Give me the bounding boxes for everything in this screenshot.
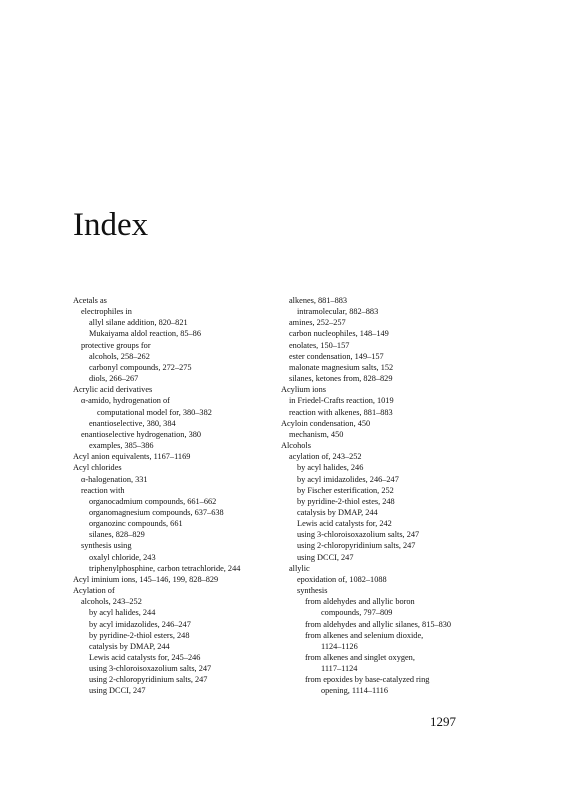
- index-entry: acylation of, 243–252: [289, 452, 362, 462]
- index-entry: silanes, 828–829: [89, 530, 145, 540]
- index-entry: Acrylic acid derivatives: [73, 385, 153, 395]
- index-entry: electrophiles in: [81, 307, 132, 317]
- index-entry: by Fischer esterification, 252: [297, 485, 394, 495]
- index-entry: using 2-chloropyridinium salts, 247: [89, 675, 208, 685]
- index-entry: protective groups for: [81, 340, 151, 350]
- index-entry: catalysis by DMAP, 244: [89, 641, 170, 651]
- index-entry: from alkenes and singlet oxygen,: [305, 653, 415, 662]
- index-entry: 1117–1124: [321, 664, 358, 674]
- index-entry: carbonyl compounds, 272–275: [89, 362, 192, 372]
- index-entry: using DCCI, 247: [297, 552, 354, 562]
- index-entry: enolates, 150–157: [289, 340, 350, 350]
- index-entry: using 2-chloropyridinium salts, 247: [297, 541, 416, 551]
- index-entry: organomagnesium compounds, 637–638: [89, 507, 224, 517]
- index-entry: Acyl chlorides: [73, 463, 122, 473]
- index-entry: Alcohols: [281, 441, 311, 451]
- index-entry: reaction with alkenes, 881–883: [289, 407, 393, 417]
- index-column-left: [73, 295, 288, 697]
- index-entry: synthesis: [297, 586, 328, 596]
- index-entry: computational model for, 380–382: [97, 407, 212, 417]
- index-entry: allyl silane addition, 820–821: [89, 318, 188, 328]
- index-entry: alcohols, 243–252: [81, 597, 142, 607]
- index-entry: malonate magnesium salts, 152: [289, 362, 394, 372]
- index-entry: from aldehydes and allylic boron: [305, 597, 415, 607]
- index-entry: from aldehydes and allylic silanes, 815–830: [305, 619, 452, 629]
- index-entry: by acyl halides, 246: [297, 463, 364, 473]
- index-entry: oxalyl chloride, 243: [89, 552, 156, 562]
- index-entry: using 3-chloroisoxazolium salts, 247: [89, 664, 212, 674]
- index-entry: intramolecular, 882–883: [297, 307, 379, 317]
- index-entry: synthesis using: [81, 541, 132, 551]
- index-entry: amines, 252–257: [289, 318, 346, 328]
- index-entry: mechanism, 450: [289, 429, 344, 439]
- index-entry: alcohols, 258–262: [89, 351, 150, 361]
- index-entry: opening, 1114–1116: [321, 686, 388, 696]
- index-entry: carbon nucleophiles, 148–149: [289, 329, 389, 339]
- index-entry: examples, 385–386: [89, 441, 154, 451]
- index-entry: by acyl halides, 244: [89, 608, 156, 618]
- index-entry: ester condensation, 149–157: [289, 351, 384, 361]
- index-entry: in Friedel-Crafts reaction, 1019: [289, 396, 394, 406]
- index-entry: Acyloin condensation, 450: [281, 418, 371, 428]
- index-entry: Acetals as: [73, 296, 107, 305]
- index-entry: alkenes, 881–883: [289, 296, 348, 305]
- index-entry: Lewis acid catalysts for, 242: [297, 519, 392, 529]
- index-entry: allylic: [289, 563, 310, 573]
- index-entry: using 3-chloroisoxazolium salts, 247: [297, 530, 420, 540]
- index-entry: by pyridine-2-thiol estes, 248: [297, 496, 395, 506]
- index-entry: Acyl anion equivalents, 1167–1169: [73, 452, 191, 462]
- index-column-right: [281, 295, 496, 697]
- index-entry: enantioselective hydrogenation, 380: [81, 429, 202, 439]
- index-entry: α-halogenation, 331: [81, 474, 148, 484]
- index-entry: Acyl iminium ions, 145–146, 199, 828–829: [73, 574, 219, 584]
- index-entry: 1124–1126: [321, 641, 358, 651]
- index-entry: by acyl imidazolides, 246–247: [89, 619, 191, 629]
- index-entry: using DCCI, 247: [89, 686, 146, 696]
- index-entry: Lewis acid catalysts for, 245–246: [89, 653, 201, 662]
- index-entry: Acylation of: [73, 586, 115, 596]
- index-entry: catalysis by DMAP, 244: [297, 507, 378, 517]
- index-entry: Acylium ions: [281, 385, 326, 395]
- index-entry: from epoxides by base-catalyzed ring: [305, 675, 430, 685]
- index-entry: diols, 266–267: [89, 374, 139, 384]
- index-entry: enantioselective, 380, 384: [89, 418, 176, 428]
- page-number: 1297: [430, 714, 456, 729]
- index-entry: triphenylphosphine, carbon tetrachloride, 244: [89, 563, 241, 573]
- index-entry: by acyl imidazolides, 246–247: [297, 474, 399, 484]
- index-entry: organocadmium compounds, 661–662: [89, 496, 217, 506]
- index-entry: α-amido, hydrogenation of: [81, 396, 170, 406]
- page-title: Index: [73, 207, 149, 243]
- index-entry: epoxidation of, 1082–1088: [297, 574, 387, 584]
- index-entry: organozinc compounds, 661: [89, 519, 183, 529]
- index-entry: Mukaiyama aldol reaction, 85–86: [89, 329, 201, 339]
- index-entry: reaction with: [81, 485, 125, 495]
- index-entry: by pyridine-2-thiol esters, 248: [89, 630, 190, 640]
- index-entry: silanes, ketones from, 828–829: [289, 374, 393, 384]
- index-entry: compounds, 797–809: [321, 608, 393, 618]
- index-entry: from alkenes and selenium dioxide,: [305, 630, 424, 640]
